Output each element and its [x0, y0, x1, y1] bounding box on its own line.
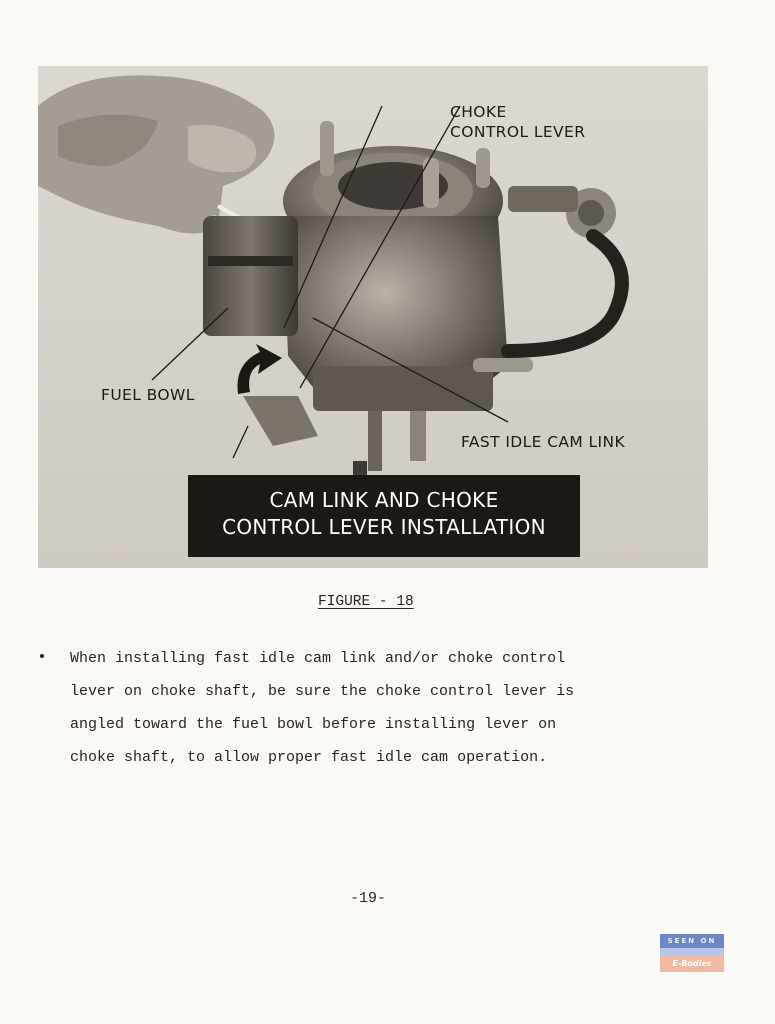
paragraph-line: angled toward the fuel bowl before installing lever on: [70, 716, 557, 733]
instruction-paragraph: [70, 642, 670, 774]
paragraph-line: choke shaft, to allow proper fast idle cam operation.: [70, 749, 548, 766]
callout-line-1: CHOKE: [450, 103, 507, 121]
watermark-stripe: [660, 948, 724, 956]
paragraph-line: lever on choke shaft, be sure the choke control lever is: [70, 683, 575, 700]
caption-line-2: CONTROL LEVER INSTALLATION: [222, 515, 546, 539]
callout-line-2: CONTROL LEVER: [450, 123, 586, 141]
watermark-badge: [660, 934, 724, 972]
bullet-point: [40, 654, 44, 658]
watermark-top-text: SEEN ON: [660, 934, 724, 948]
page-number: -19-: [350, 890, 387, 907]
fuel-bowl-callout: FUEL BOWL: [101, 386, 195, 404]
paragraph-line: When installing fast idle cam link and/or choke control: [70, 650, 566, 667]
choke-control-lever-callout: [450, 102, 585, 142]
figure-caption-box: [188, 475, 580, 557]
watermark-bottom-text: E-Bodies: [660, 956, 724, 972]
fast-idle-cam-link-callout: FAST IDLE CAM LINK: [461, 433, 626, 451]
figure-label: FIGURE - 18: [318, 594, 414, 610]
caption-line-1: CAM LINK AND CHOKE: [269, 488, 499, 512]
